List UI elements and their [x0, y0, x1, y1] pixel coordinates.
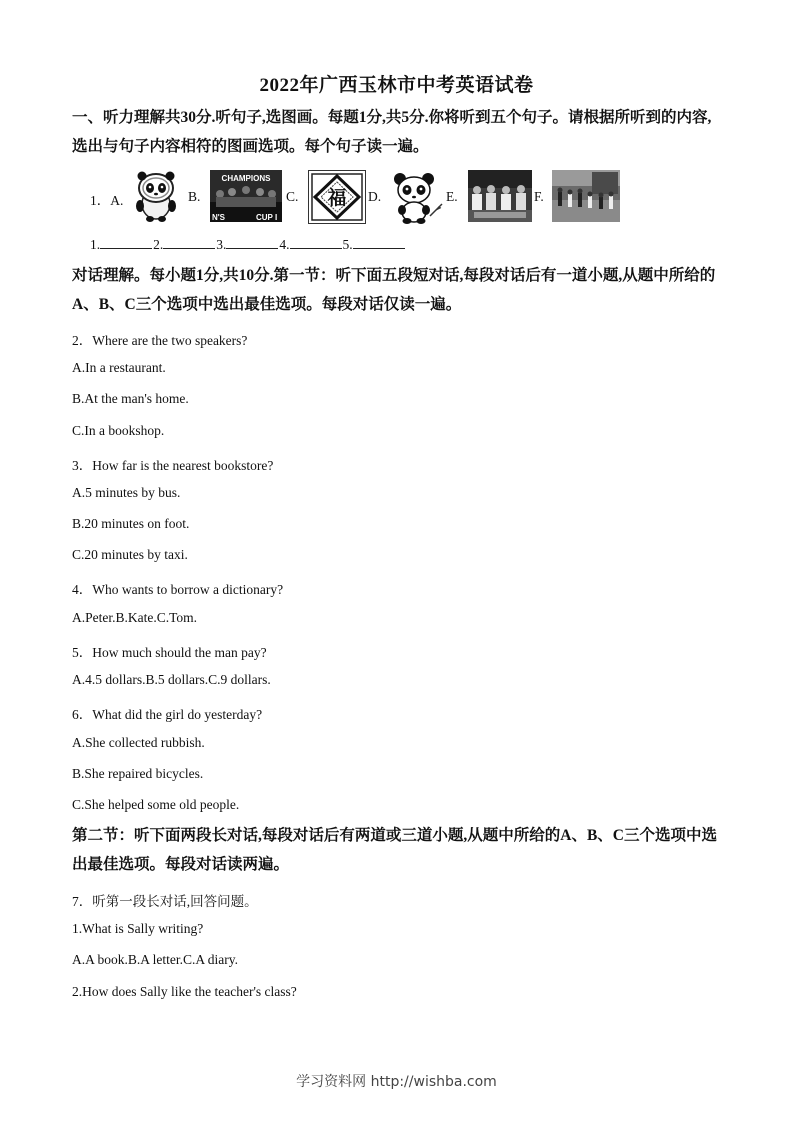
- answer-blank-2[interactable]: [163, 236, 215, 249]
- street-crowd-picture: [552, 170, 620, 222]
- blank-label-1: 1.: [90, 237, 101, 252]
- students-group-picture: [468, 170, 532, 222]
- exam-title: 2022年广西玉林市中考英语试卷: [259, 75, 534, 96]
- footer-watermark: 学习资料网 http://wishba.com: [296, 1074, 497, 1090]
- question-7: 7．听第一段长对话,回答问题。: [72, 894, 258, 909]
- banner-left-text: N'S: [212, 213, 226, 222]
- answer-blank-1[interactable]: [100, 236, 152, 249]
- question-2: 2．Where are the two speakers?: [72, 333, 248, 348]
- picture-label-e: E.: [446, 189, 458, 204]
- option-line: C.She helped some old people.: [72, 797, 240, 812]
- fu-character: 福: [327, 187, 347, 209]
- option-line: A.5 minutes by bus.: [72, 485, 181, 500]
- sub-question-1: 1.What is Sally writing?: [72, 921, 204, 936]
- option-line: B.20 minutes on foot.: [72, 516, 190, 531]
- fu-paper-cut-picture: [308, 170, 366, 224]
- question-5: 5．How much should the man pay?: [72, 645, 267, 660]
- question-4: 4．Who wants to borrow a dictionary?: [72, 582, 284, 597]
- answer-blank-4[interactable]: [290, 236, 342, 249]
- blank-label-3: 3.: [216, 237, 227, 252]
- blank-label-4: 4.: [279, 237, 290, 252]
- cartoon-panda-picture: [390, 170, 444, 224]
- picture-options-row: [90, 170, 630, 224]
- champions-banner-text: CHAMPIONS: [221, 174, 271, 183]
- option-line: C.20 minutes by taxi.: [72, 547, 188, 562]
- answer-blank-3[interactable]: [226, 236, 278, 249]
- blank-label-5: 5.: [342, 237, 353, 252]
- option-line: A.In a restaurant.: [72, 360, 166, 375]
- champions-team-picture: [210, 170, 282, 222]
- answer-blanks: [90, 236, 406, 253]
- option-line: A.Peter.B.Kate.C.Tom.: [72, 610, 198, 625]
- sub-question-2: 2.How does Sally like the teacher's class?: [72, 984, 297, 999]
- banner-right-text: CUP I: [256, 213, 278, 222]
- answer-blank-5[interactable]: [353, 236, 405, 249]
- blank-label-2: 2.: [153, 237, 164, 252]
- section-2-heading: 对话理解。每小题1分,共10分.第一节：听下面五段短对话,每段对话后有一道小题,从题中所给的A、B、C三个选项中选出最佳选项。每段对话仅读一遍。: [72, 267, 716, 313]
- option-line: C.In a bookshop.: [72, 423, 165, 438]
- option-line: A.4.5 dollars.B.5 dollars.C.9 dollars.: [72, 672, 271, 687]
- question-6: 6．What did the girl do yesterday?: [72, 707, 263, 722]
- section-3-heading: 第二节：听下面两段长对话,每段对话后有两道或三道小题,从题中所给的A、B、C三个选项中选出最佳选项。每段对话读两遍。: [72, 827, 717, 873]
- question-3: 3．How far is the nearest bookstore?: [72, 458, 274, 473]
- option-line: B.At the man's home.: [72, 391, 189, 406]
- picture-label-a: 1．A.: [90, 193, 124, 208]
- picture-label-f: F.: [534, 189, 544, 204]
- picture-label-b: B.: [188, 189, 201, 204]
- picture-label-d: D.: [368, 189, 382, 204]
- option-line: A.She collected rubbish.: [72, 735, 205, 750]
- section-1-heading: 一、听力理解共30分.听句子,选图画。每题1分,共5分.你将听到五个句子。请根据所听到的内容,选出与句子内容相符的图画选项。每个句子读一遍。: [72, 109, 712, 155]
- picture-label-c: C.: [286, 189, 299, 204]
- option-line: B.She repaired bicycles.: [72, 766, 204, 781]
- option-line: A.A book.B.A letter.C.A diary.: [72, 952, 238, 967]
- panda-mascot-picture: [131, 170, 182, 222]
